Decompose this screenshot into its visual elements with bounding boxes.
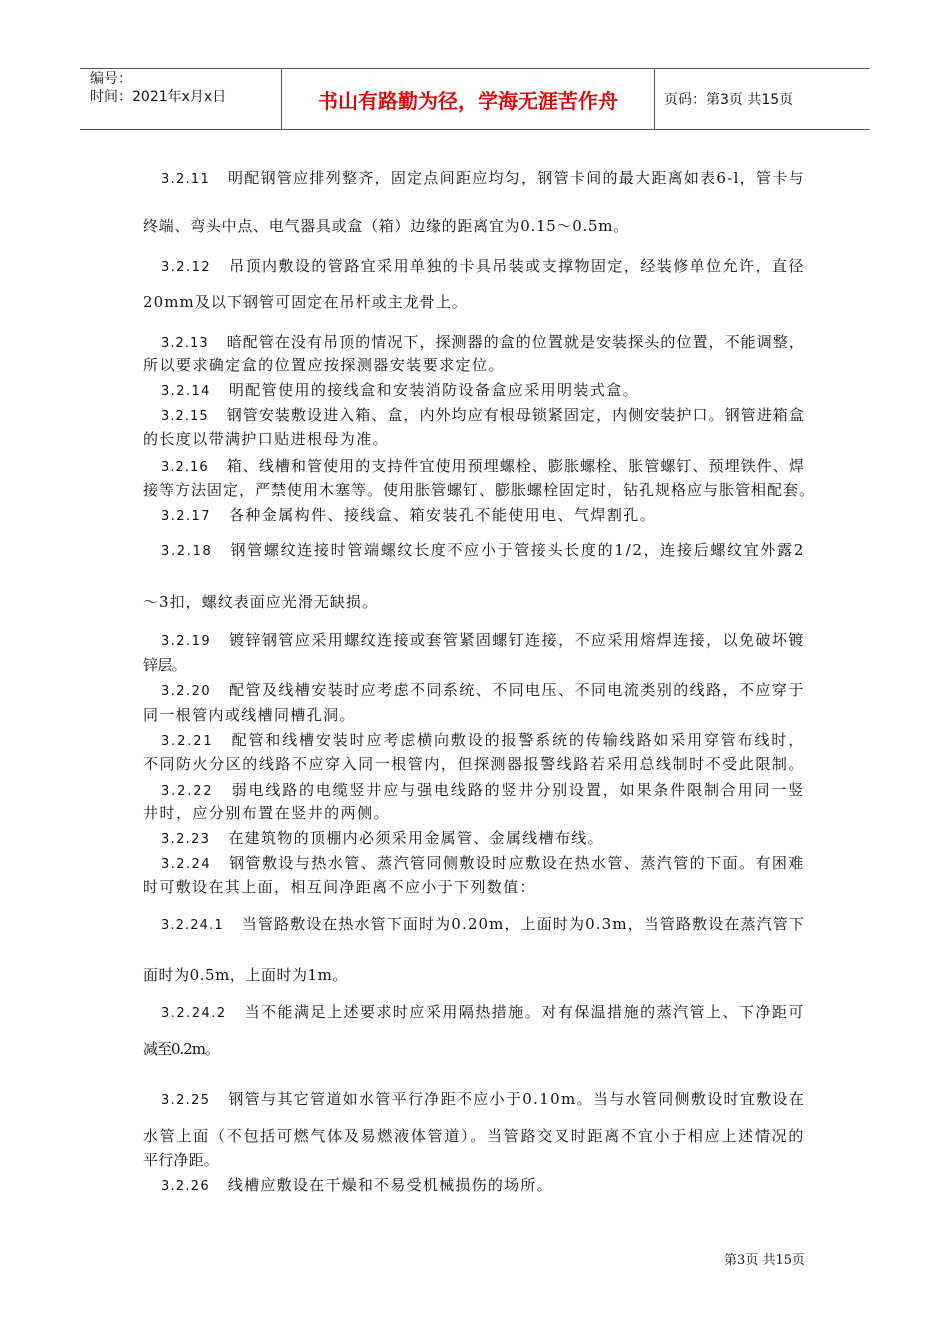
paragraph-line [143, 456, 805, 478]
paragraph-line [143, 380, 639, 402]
clause-text: 接等方法固定，严禁使用木塞等。使用胀管螺钉、膨胀螺栓固定时，钻孔规格应与胀管相配套。 [143, 481, 816, 499]
paragraph-line [143, 680, 805, 702]
clause-number: 3.2.22 [161, 784, 214, 799]
paragraph-line [143, 780, 805, 802]
clause-number: 3.2.17 [161, 509, 211, 524]
paragraph-line [143, 853, 805, 875]
clause-number: 3.2.15 [161, 409, 209, 424]
clause-text: 当不能满足上述要求时应采用隔热措施。对有保温措施的蒸汽管上、下净距可 [244, 1003, 805, 1021]
clause-number: 3.2.18 [161, 544, 213, 559]
clause-number: 3.2.12 [161, 260, 212, 275]
paragraph-line [143, 1150, 219, 1170]
clause-text: 锌层。 [143, 656, 186, 674]
clause-text: 钢管敷设与热水管、蒸汽管同侧敷设时应敷设在热水管、蒸汽管的下面。有困难 [229, 854, 805, 872]
clause-text: 暗配管在没有吊顶的情况下，探测器的盒的位置就是安装探头的位置，不能调整， [226, 333, 805, 351]
clause-number: 3.2.11 [161, 172, 211, 187]
clause-text: 时可敷设在其上面，相互间净距离不应小于下列数值： [143, 878, 536, 896]
clause-text: 钢管螺纹连接时管端螺纹长度不应小于管接头长度的1/2，连接后螺纹宜外露2 [230, 541, 806, 559]
paragraph-line [143, 1039, 219, 1059]
paragraph-line [143, 877, 536, 897]
clause-text: 镀锌钢管应采用螺纹连接或套管紧固螺钉连接，不应采用熔焊连接，以免破坏镀 [229, 631, 805, 649]
paragraph-line [143, 429, 389, 449]
clause-number: 3.2.19 [161, 634, 212, 649]
clause-number: 3.2.21 [161, 734, 214, 749]
clause-text: 配管和线槽安装时应考虑横向敷设的报警系统的传输线路如采用穿管布线时， [231, 731, 806, 749]
clause-number: 3.2.24 [161, 857, 212, 872]
paragraph-line [143, 405, 805, 427]
header-motto: 书山有路勤为径，学海无涯苦作舟 [281, 69, 655, 129]
paragraph-line [143, 216, 629, 236]
paragraph-line [143, 505, 656, 527]
clause-text: 明配管使用的接线盒和安装消防设备盒应采用明装式盒。 [228, 381, 640, 399]
clause-text: 线槽应敷设在干燥和不易受机械损伤的场所。 [227, 1176, 553, 1194]
paragraph-line [143, 1089, 805, 1111]
clause-text: 当管路敷设在热水管下面时为0.20m，上面时为0.3m，当管路敷设在蒸汽管下 [241, 915, 805, 933]
paragraph-line [143, 355, 505, 375]
paragraph-line [143, 655, 186, 675]
clause-text: 配管及线槽安装时应考虑不同系统、不同电压、不同电流类别的线路，不应穿于 [229, 681, 805, 699]
clause-text: 弱电线路的电缆竖井应与强电线路的竖井分别设置，如果条件限制合用同一竖 [231, 781, 806, 799]
clause-number: 3.2.24.2 [161, 1006, 227, 1021]
clause-text: 不同防火分区的线路不应穿入同一根管内，但探测器报警线路若采用总线制时不受此限制。 [143, 755, 806, 773]
paragraph-line [143, 332, 805, 354]
clause-text: 终端、弯头中点、电气器具或盒（箱）边缘的距离宜为0.15～0.5m。 [143, 217, 629, 235]
clause-number: 3.2.20 [161, 684, 212, 699]
paragraph-line [143, 540, 805, 562]
paragraph-line [143, 1002, 805, 1024]
clause-number: 3.2.13 [161, 336, 209, 351]
clause-number: 3.2.16 [161, 460, 209, 475]
clause-number: 3.2.14 [161, 384, 211, 399]
paragraph-line [143, 168, 805, 190]
paragraph-line [143, 965, 348, 985]
clause-text: 20mm及以下钢管可固定在吊杆或主龙骨上。 [143, 293, 469, 311]
header-meta [80, 69, 280, 129]
paragraph-line [143, 705, 356, 725]
clause-number: 3.2.25 [161, 1093, 211, 1108]
clause-text: 钢管与其它管道如水管平行净距不应小于0.10m。当与水管同侧敷设时宜敷设在 [228, 1090, 806, 1108]
clause-text: 吊顶内敷设的管路宜采用单独的卡具吊装或支撑物固定，经装修单位允许，直径 [229, 257, 805, 275]
clause-text: 各种金属构件、接线盒、箱安装孔不能使用电、气焊割孔。 [228, 506, 657, 524]
paragraph-line [143, 828, 604, 850]
clause-text: 在建筑物的顶棚内必须采用金属管、金属线槽布线。 [228, 829, 604, 847]
paragraph-line [143, 292, 468, 312]
page-header [80, 68, 870, 130]
clause-text: 减至0.2m。 [143, 1040, 220, 1058]
clause-text: 井时，应分别布置在竖井的两侧。 [143, 804, 391, 822]
paragraph-line [143, 914, 805, 936]
paragraph-line [143, 1126, 805, 1146]
clause-text: 的长度以带满护口贴进根母为准。 [143, 430, 390, 448]
clause-text: 面时为0.5m，上面时为1m。 [143, 966, 348, 984]
clause-text: 所以要求确定盒的位置应按探测器安装要求定位。 [143, 356, 505, 374]
document-number-label: 编号： [90, 71, 132, 87]
document-date: 时间：2021年x月x日 [90, 89, 227, 105]
paragraph-line [143, 480, 815, 500]
paragraph-line [143, 730, 805, 752]
paragraph-line [143, 1175, 553, 1197]
paragraph-line [143, 630, 805, 652]
paragraph-line [143, 754, 805, 774]
paragraph-line [143, 803, 390, 823]
clause-text: ～3扣，螺纹表面应光滑无缺损。 [143, 593, 378, 611]
clause-text: 钢管安装敷设进入箱、盒，内外均应有根母锁紧固定，内侧安装护口。钢管进箱盒 [226, 406, 805, 424]
clause-number: 3.2.26 [161, 1179, 210, 1194]
clause-number: 3.2.23 [161, 832, 211, 847]
paragraph-line [143, 592, 378, 612]
clause-text: 平行净距。 [143, 1151, 220, 1169]
paragraph-line [143, 256, 805, 278]
page-footer: 第3页 共15页 [724, 1253, 805, 1268]
clause-text: 同一根管内或线槽同槽孔洞。 [143, 706, 356, 724]
clause-text: 水管上面（不包括可燃气体及易燃液体管道）。当管路交叉时距离不宜小于相应上述情况的 [143, 1127, 806, 1145]
clause-number: 3.2.24.1 [161, 918, 224, 933]
clause-text: 箱、线槽和管使用的支持件宜使用预埋螺栓、膨胀螺栓、胀管螺钉、预埋铁件、焊 [226, 457, 805, 475]
clause-text: 明配钢管应排列整齐，固定点间距应均匀，钢管卡间的最大距离如表6-l，管卡与 [228, 169, 805, 187]
header-page-number: 页码：第3页 共15页 [664, 92, 794, 108]
